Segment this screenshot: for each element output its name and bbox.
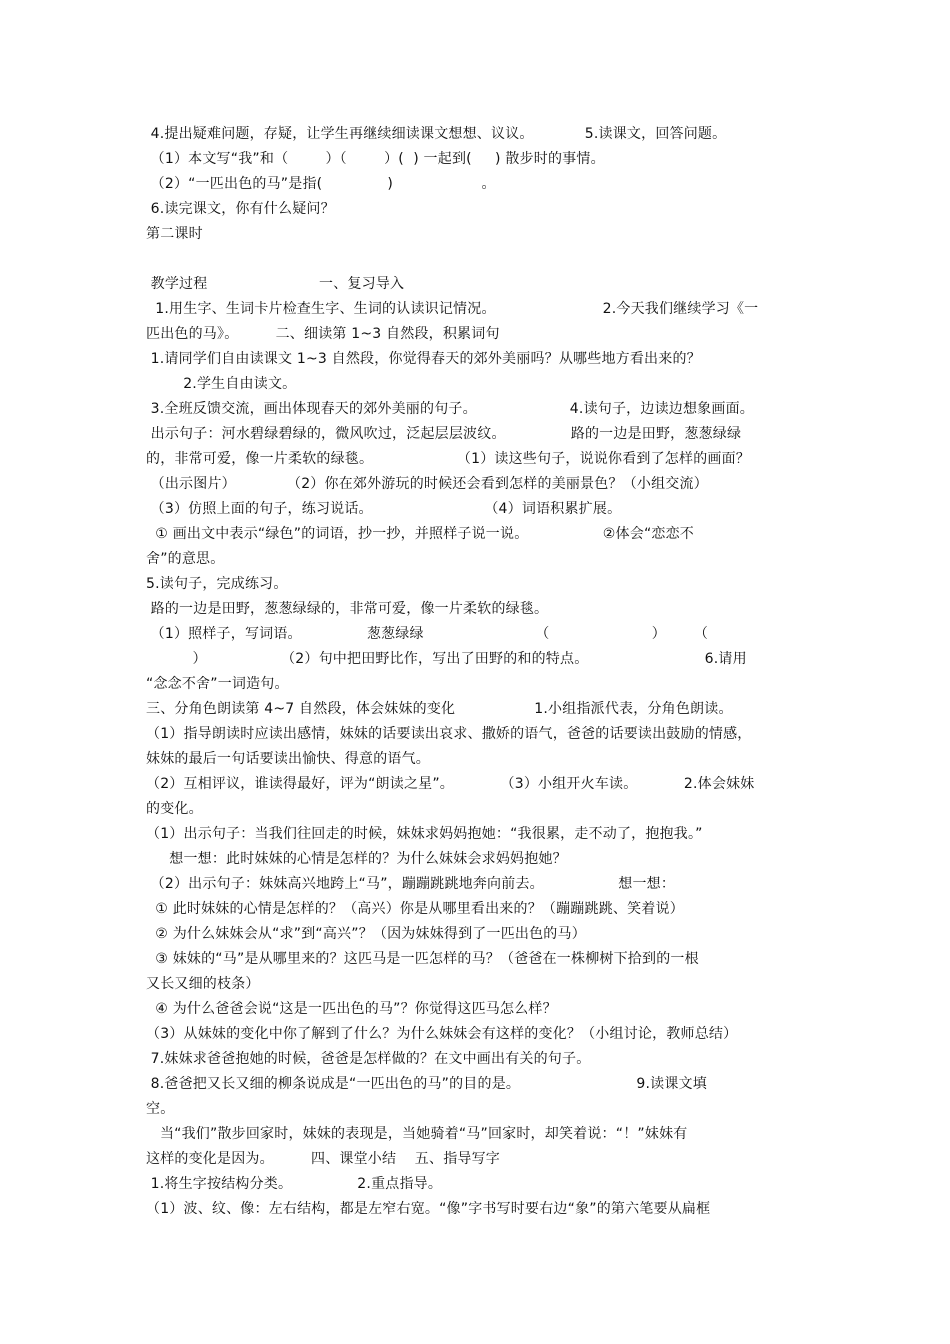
text-line: 1.用生字、生词卡片检查生字、生词的认读识记情况。 2.今天我们继续学习《一 bbox=[146, 301, 759, 317]
text-line: （1）本文写“我”和（ ）（ ）( ) 一起到( ) 散步时的事情。 bbox=[146, 151, 605, 167]
text-line: 三、分角色朗读第 4~7 自然段，体会妹妹的变化 1.小组指派代表，分角色朗读。 bbox=[146, 701, 733, 717]
text-line: 5.读句子，完成练习。 bbox=[146, 576, 288, 592]
text-line: 妹妹的最后一句话要读出愉快、得意的语气。 bbox=[146, 751, 430, 767]
text-line: 8.爸爸把又长又细的柳条说成是“一匹出色的马”的目的是。 9.读课文填 bbox=[146, 1076, 707, 1092]
text-line: （1）波、纹、像：左右结构，都是左窄右宽。“像”字书写时要右边“象”的第六笔要从扁框 bbox=[146, 1201, 711, 1217]
text-line: ③ 妹妹的“马”是从哪里来的？这匹马是一匹怎样的马？（爸爸在一株柳树下拾到的一根 bbox=[146, 951, 699, 967]
text-line: 4.提出疑难问题，存疑，让学生再继续细读课文想想、议议。 5.读课文，回答问题。 bbox=[146, 126, 727, 142]
text-line: 6.读完课文，你有什么疑问？ bbox=[146, 201, 335, 217]
text-line: 1.将生字按结构分类。 2.重点指导。 bbox=[146, 1176, 443, 1192]
text-line: ） （2）句中把田野比作，写出了田野的和的特点。 6.请用 bbox=[146, 651, 747, 667]
text-line: 空。 bbox=[146, 1101, 175, 1117]
text-line: 又长又细的枝条） bbox=[146, 976, 260, 992]
text-line: 出示句子：河水碧绿碧绿的，微风吹过，泛起层层波纹。 路的一边是田野，葱葱绿绿 bbox=[146, 426, 742, 442]
text-line: “念念不舍”一词造句。 bbox=[146, 676, 289, 692]
text-line: ② 为什么妹妹会从“求”到“高兴”？（因为妹妹得到了一匹出色的马） bbox=[146, 926, 586, 942]
text-line: 1.请同学们自由读课文 1~3 自然段，你觉得春天的郊外美丽吗？从哪些地方看出来的？ bbox=[146, 351, 701, 367]
text-line: （3）从妹妹的变化中你了解到了什么？为什么妹妹会有这样的变化？（小组讨论，教师总结） bbox=[146, 1026, 738, 1042]
text-line: ① 画出文中表示“绿色”的词语，抄一抄，并照样子说一说。 ②体会“恋恋不 bbox=[146, 526, 695, 542]
text-line: 这样的变化是因为。 四、课堂小结 五、指导写字 bbox=[146, 1151, 501, 1167]
text-line: 2.学生自由读文。 bbox=[146, 376, 297, 392]
text-line: （2）“一匹出色的马”是指( ) 。 bbox=[146, 176, 496, 192]
text-line: 3.全班反馈交流，画出体现春天的郊外美丽的句子。 4.读句子，边读边想象画面。 bbox=[146, 401, 754, 417]
text-line: 的变化。 bbox=[146, 801, 203, 817]
text-line: ④ 为什么爸爸会说“这是一匹出色的马”？你觉得这匹马怎么样？ bbox=[146, 1001, 557, 1017]
text-line: 7.妹妹求爸爸抱她的时候，爸爸是怎样做的？在文中画出有关的句子。 bbox=[146, 1051, 591, 1067]
text-line: （2）互相评议，谁读得最好，评为“朗读之星”。 （3）小组开火车读。 2.体会妹妹 bbox=[146, 776, 755, 792]
text-line: 路的一边是田野，葱葱绿绿的，非常可爱，像一片柔软的绿毯。 bbox=[146, 601, 549, 617]
text-line: 的，非常可爱，像一片柔软的绿毯。 （1）读这些句子，说说你看到了怎样的画面？ bbox=[146, 451, 751, 467]
text-line: 舍”的意思。 bbox=[146, 551, 225, 567]
text-line: 教学过程 一、复习导入 bbox=[146, 276, 405, 292]
text-line: （1）指导朗读时应读出感情，妹妹的话要读出哀求、撒娇的语气，爸爸的话要读出鼓励的情感， bbox=[146, 726, 752, 742]
text-line: （1）出示句子：当我们往回走的时候，妹妹求妈妈抱她：“我很累，走不动了，抱抱我。” bbox=[146, 826, 703, 842]
text-line: （出示图片） （2）你在郊外游玩的时候还会看到怎样的美丽景色？（小组交流） bbox=[146, 476, 708, 492]
text-line: （1）照样子，写词语。 葱葱绿绿 （ ） （ bbox=[146, 626, 709, 642]
text-line: （2）出示句子：妹妹高兴地跨上“马”，蹦蹦跳跳地奔向前去。 想一想： bbox=[146, 876, 676, 892]
text-line: 匹出色的马》。 二、细读第 1~3 自然段，积累词句 bbox=[146, 326, 500, 342]
section-heading: 第二课时 bbox=[146, 226, 203, 242]
text-line: 当“我们”散步回家时，妹妹的表现是，当她骑着“马”回家时，却笑着说：“！”妹妹有 bbox=[146, 1126, 688, 1142]
text-line: （3）仿照上面的句子，练习说话。 （4）词语积累扩展。 bbox=[146, 501, 622, 517]
text-line: ① 此时妹妹的心情是怎样的？（高兴）你是从哪里看出来的？（蹦蹦跳跳、笑着说） bbox=[146, 901, 684, 917]
text-line: 想一想：此时妹妹的心情是怎样的？为什么妹妹会求妈妈抱她？ bbox=[146, 851, 567, 867]
